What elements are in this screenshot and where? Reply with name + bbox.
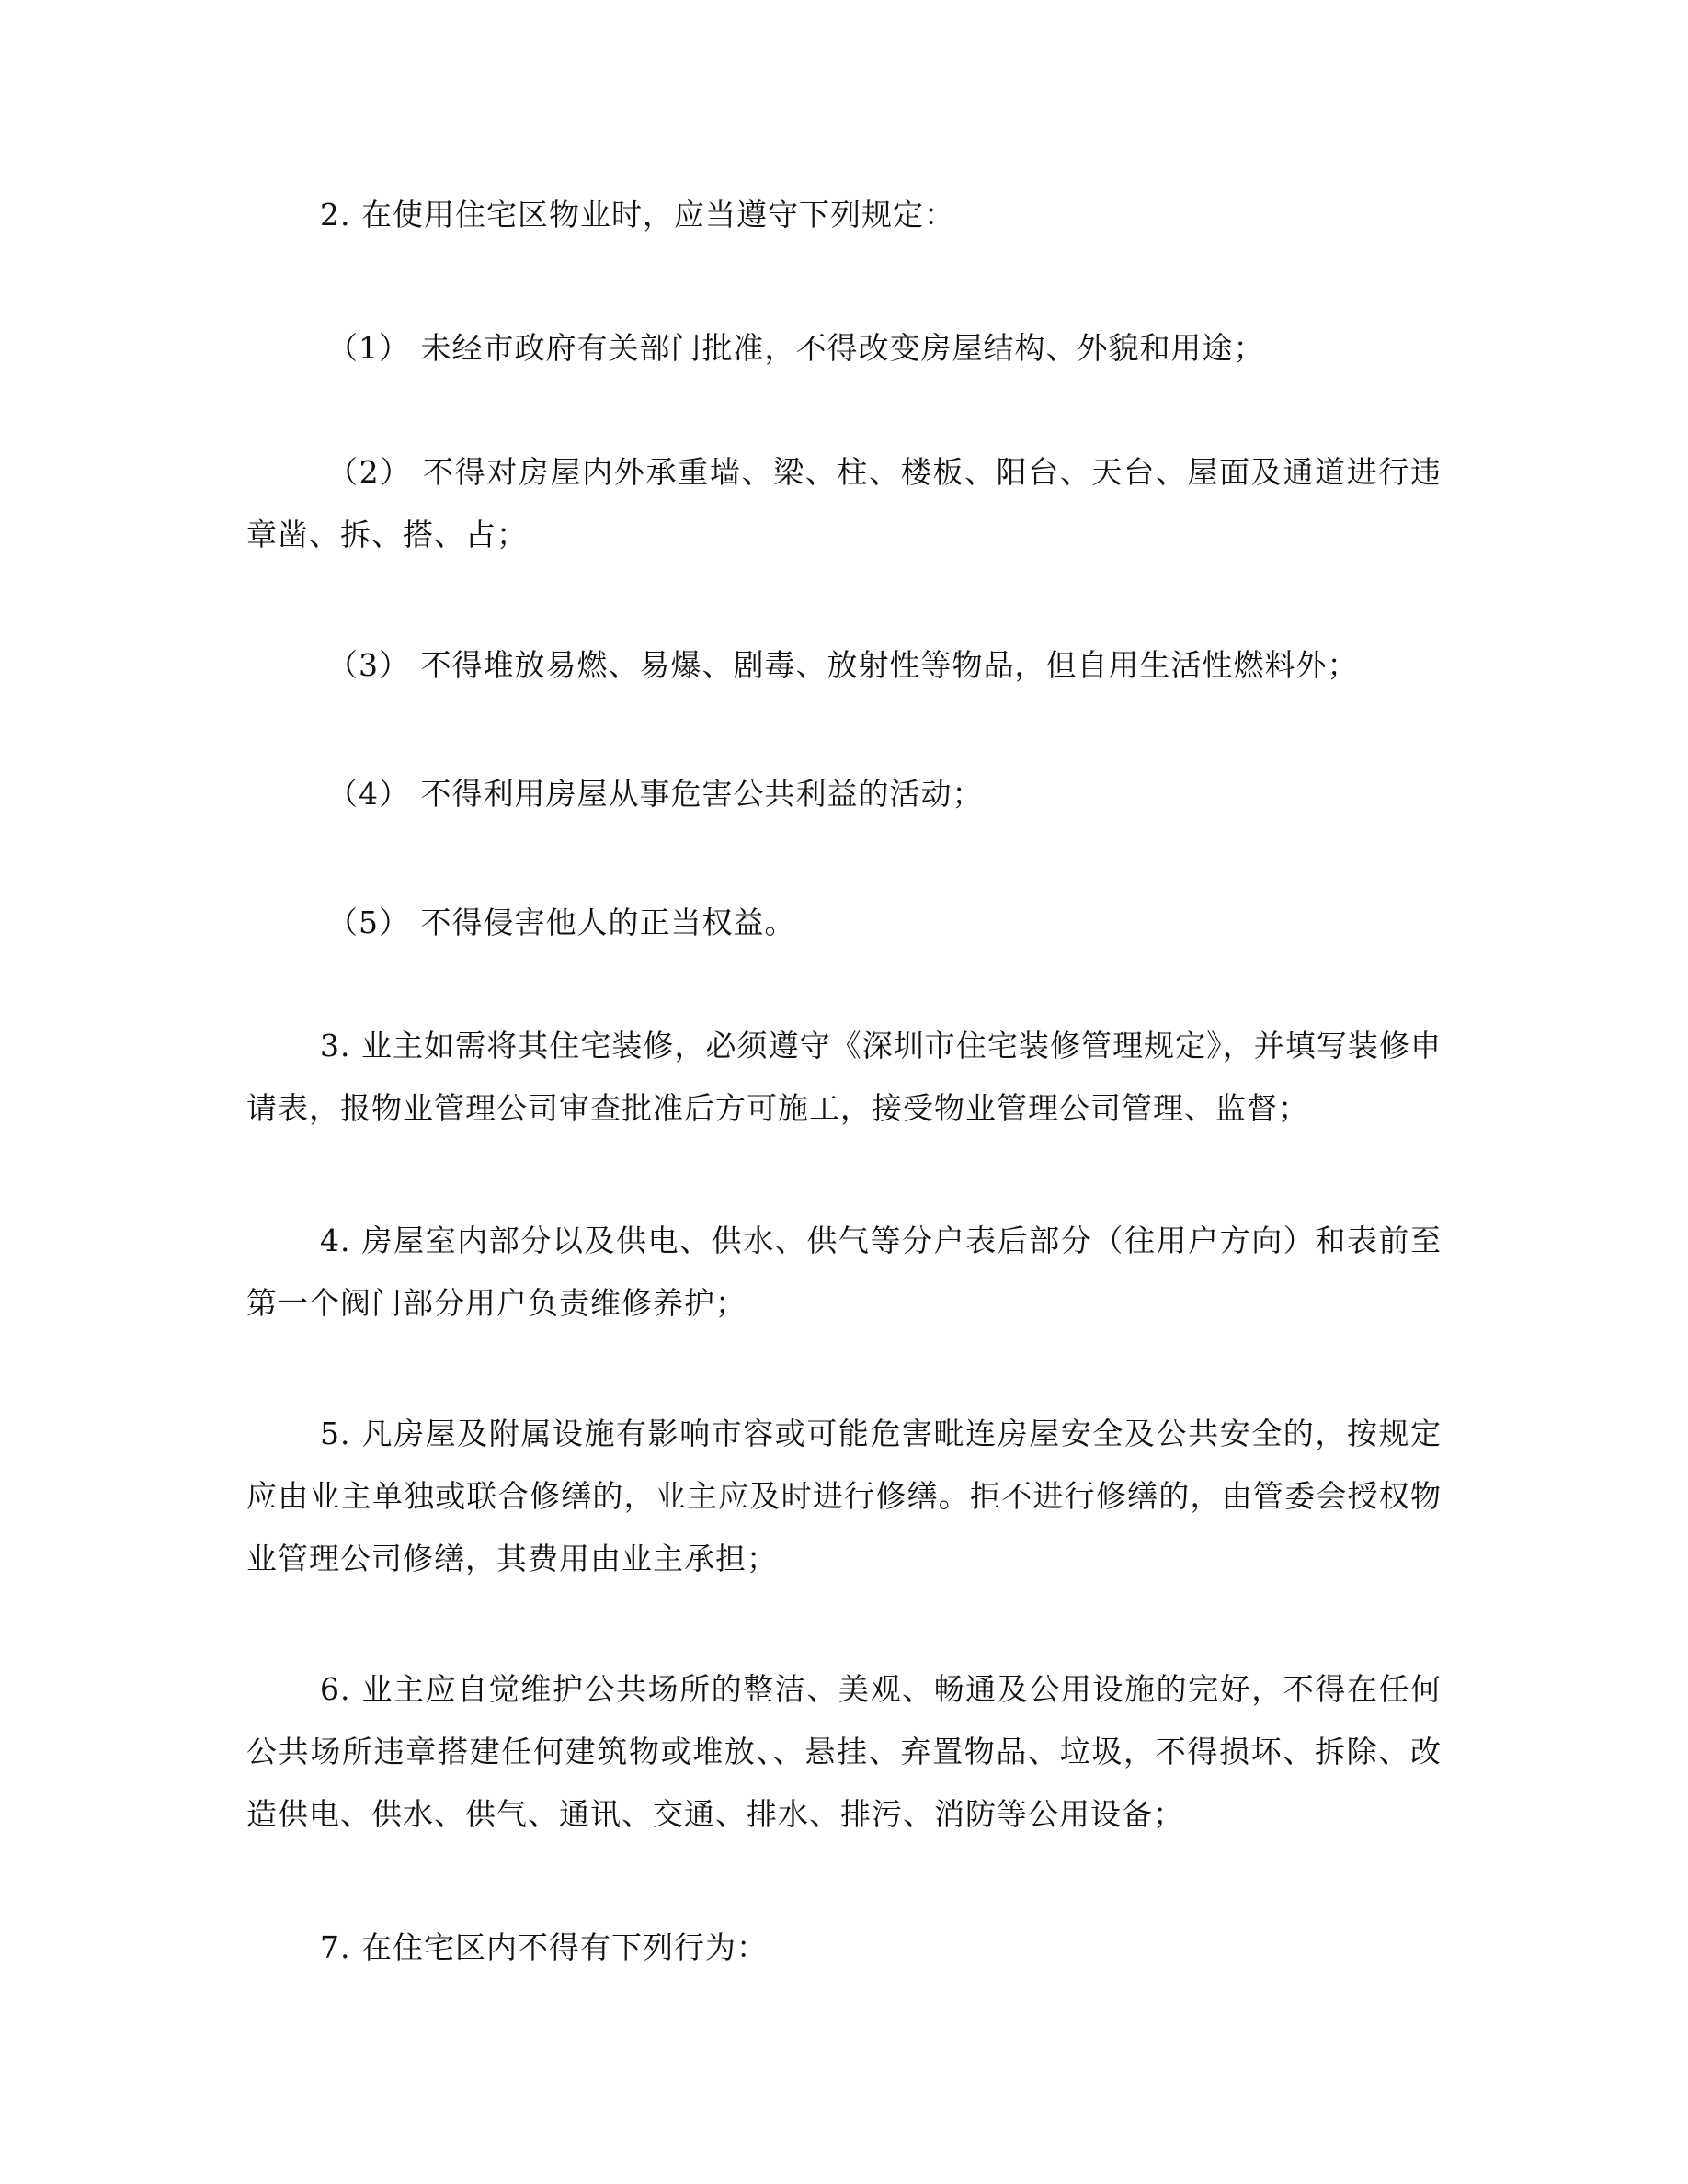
- paragraph-item-4: 4. 房屋室内部分以及供电、供水、供气等分户表后部分（往用户方向）和表前至第一个阀门部分用户负责维修养护；: [246, 1223, 1442, 1321]
- paragraph-item-2-4: （4） 不得利用房屋从事危害公共利益的活动；: [327, 776, 984, 812]
- paragraph-item-7: 7. 在住宅区内不得有下列行为：: [320, 1929, 768, 1965]
- paragraph-item-2: 2. 在使用住宅区物业时，应当遵守下列规定：: [320, 197, 955, 233]
- paragraph-item-6: 6. 业主应自觉维护公共场所的整洁、美观、畅通及公用设施的完好，不得在任何公共场所违章搭建任何建筑物或堆放、、悬挂、弃置物品、垃圾，不得损坏、拆除、改造供电、供水、供气、通讯、交通、排水、排污、消防等公用设备；: [246, 1671, 1442, 1832]
- paragraph-item-2-1: （1） 未经市政府有关部门批准，不得改变房屋结构、外貌和用途；: [327, 330, 1265, 366]
- paragraph-item-2-2: （2） 不得对房屋内外承重墙、梁、柱、楼板、阳台、天台、屋面及通道进行违章凿、拆、搭、占；: [246, 454, 1442, 552]
- paragraph-item-2-5: （5） 不得侵害他人的正当权益。: [327, 904, 796, 940]
- paragraph-item-3: 3. 业主如需将其住宅装修，必须遵守《深圳市住宅装修管理规定》，并填写装修申请表，报物业管理公司审查批准后方可施工，接受物业管理公司管理、监督；: [246, 1028, 1442, 1126]
- paragraph-item-2-3: （3） 不得堆放易燃、易爆、剧毒、放射性等物品，但自用生活性燃料外；: [327, 647, 1359, 683]
- paragraph-item-5: 5. 凡房屋及附属设施有影响市容或可能危害毗连房屋安全及公共安全的，按规定应由业主单独或联合修缮的，业主应及时进行修缮。拒不进行修缮的，由管委会授权物业管理公司修缮，其费用由业主承担；: [246, 1416, 1442, 1576]
